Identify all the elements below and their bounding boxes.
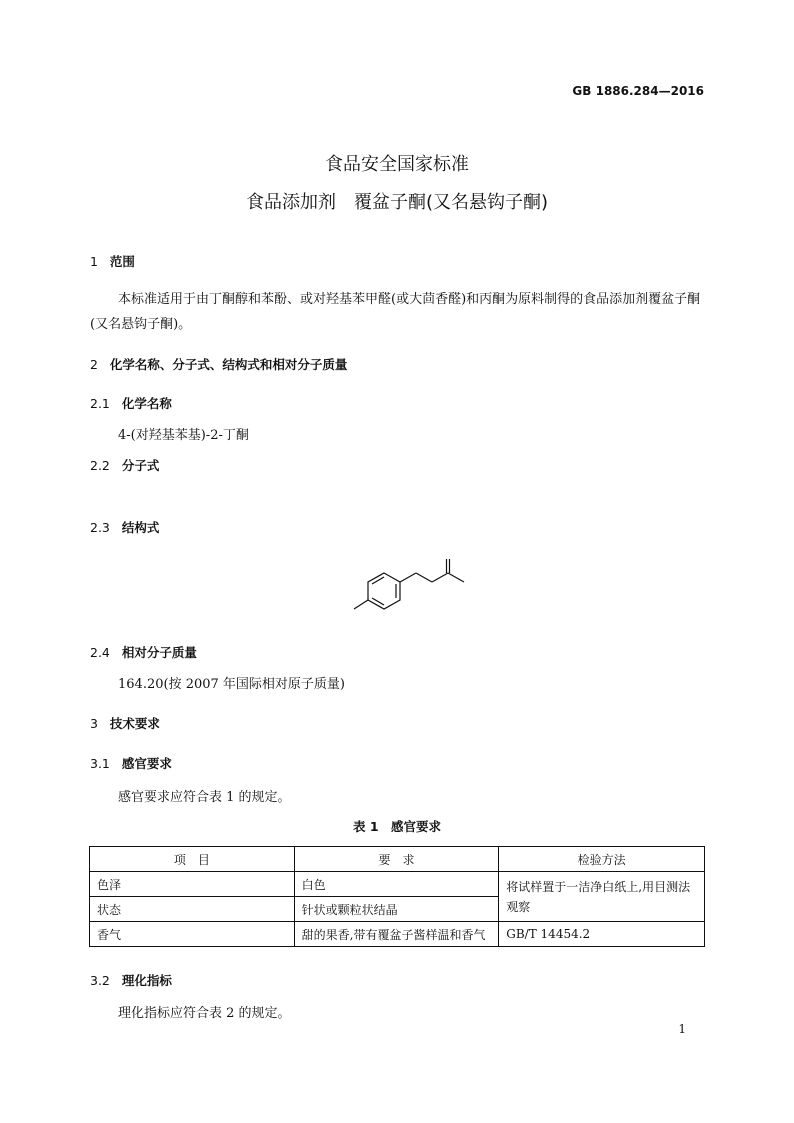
structural-formula-diagram [320,545,480,630]
section-number: 2.1 [90,396,110,411]
section-number: 2.4 [90,645,110,660]
relative-molecular-mass: 164.20(按 2007 年国际相对原子质量) [118,677,345,692]
document-title-line2: 食品添加剂 覆盆子酮(又名悬钩子酮) [245,192,549,213]
table-cell: 香气 [90,922,295,947]
table-header-cell: 要 求 [294,847,499,872]
page-number: 1 [678,1022,686,1036]
table-cell: 将试样置于一洁净白纸上,用目测法观察 [499,872,705,922]
table-cell: 状态 [90,897,295,922]
section-title: 分子式 [121,458,160,473]
section-number: 2.2 [90,458,110,473]
section-2-3-heading [90,518,159,536]
table-header-row [90,847,705,872]
section-1-heading [90,252,135,270]
table-row [90,872,705,897]
table-row [90,922,705,947]
section-title: 理化指标 [121,973,172,988]
section-title: 化学名称、分子式、结构式和相对分子质量 [109,357,348,372]
section-3-1-heading [90,754,172,772]
section-2-4-heading [90,643,197,661]
section-number: 3.2 [90,973,110,988]
table-cell: 色泽 [90,872,295,897]
section-3-2-body: 理化指标应符合表 2 的规定。 [118,1006,291,1021]
section-2-heading [90,355,347,373]
section-title: 技术要求 [109,716,160,731]
section-title: 感官要求 [121,756,172,771]
table-header-cell: 检验方法 [499,847,705,872]
section-1-body: 本标准适用于由丁酮醇和苯酚、或对羟基苯甲醛(或大茴香醛)和丙酮为原料制得的食品添加剂覆盆子酮(又名悬钩子酮)。 [90,292,701,332]
section-title: 结构式 [121,520,160,535]
section-3-1-body: 感官要求应符合表 1 的规定。 [118,790,291,805]
sensory-requirements-table [89,846,705,947]
table-cell: 甜的果香,带有覆盆子酱样温和香气 [294,922,499,947]
document-title-line1: 食品安全国家标准 [325,154,469,175]
section-3-heading [90,714,160,732]
table-cell: GB/T 14454.2 [499,922,705,947]
standard-number: GB 1886.284—2016 [572,84,704,98]
section-number: 2 [90,357,98,372]
section-number: 3 [90,716,98,731]
section-title: 化学名称 [121,396,172,411]
section-title: 相对分子质量 [121,645,197,660]
chemical-name: 4-(对羟基苯基)-2-丁酮 [118,428,249,443]
table-header-cell: 项 目 [90,847,295,872]
section-3-2-heading [90,971,172,989]
table-cell: 白色 [294,872,499,897]
table-1-caption: 表 1 感官要求 [352,819,442,834]
section-number: 1 [90,254,98,269]
table-cell: 针状或颗粒状结晶 [294,897,499,922]
section-2-2-heading [90,456,159,474]
section-2-1-heading [90,394,172,412]
section-title: 范围 [109,254,135,269]
section-number: 2.3 [90,520,110,535]
section-number: 3.1 [90,756,110,771]
